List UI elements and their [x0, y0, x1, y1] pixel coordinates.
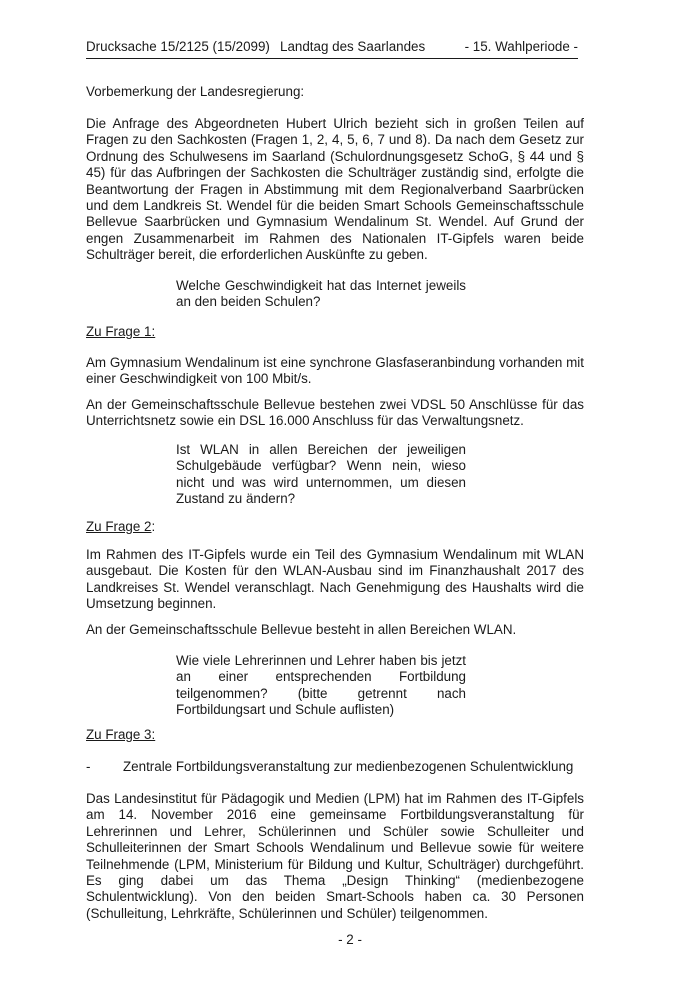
question-1: Welche Geschwindigkeit hat das Internet jeweils an den beiden Schulen?	[176, 278, 466, 310]
page-header	[86, 38, 578, 59]
answer-label-3	[86, 727, 584, 743]
header-landtag: Landtag des Saarlandes	[280, 39, 426, 54]
bullet-text: Zentrale Fortbildungsveranstaltung zur medienbezogenen Schulentwicklung	[123, 759, 574, 774]
answer-label-2-text: Zu Frage 2	[86, 519, 152, 534]
header-drucksache: Drucksache 15/2125 (15/2099)	[86, 39, 270, 54]
intro-paragraph: Die Anfrage des Abgeordneten Hubert Ulrich bezieht sich in großen Teilen auf Fragen zu den Sachkosten (Fragen 1, 2, 4, 5, 6, 7 und 8). Da nach dem Gesetz zur Ordnung des Schulwesens im Saarland (Schulordnungsgesetz SchoG, § 44 und § 45) für das Aufbringen der Sachkosten die Schulträger zuständig sind, erfolgte die Beantwortung der Fragen in Abstimmung mit dem Regionalverband Saarbrücken und dem Landkreis St. Wendel für die beiden Smart Schools Gemeinschaftsschule Bellevue Saarbrücken und Gymnasium Wendalinum St. Wendel. Auf Grund der engen Zusammenarbeit im Rahmen des Nationalen IT-Gipfels waren beide Schulträger bereit, die erforderlichen Auskünfte zu geben.	[86, 116, 584, 263]
answer-2-paragraph-2: An der Gemeinschaftsschule Bellevue besteht in allen Bereichen WLAN.	[86, 622, 517, 637]
bullet-dash: -	[86, 759, 91, 774]
question-3: Wie viele Lehrerinnen und Lehrer haben bis jetzt an einer entsprechenden Fortbildung teilgenommen? (bitte getrennt nach Fortbildungsart und Schule auflisten)	[176, 653, 466, 718]
intro-heading: Vorbemerkung der Landesregierung:	[86, 84, 305, 99]
answer-label-2	[86, 519, 584, 535]
page-number: - 2 -	[338, 932, 362, 947]
answer-label-1	[86, 324, 584, 340]
answer-3-paragraph-1: Das Landesinstitut für Pädagogik und Medien (LPM) hat im Rahmen des IT-Gipfels am 14. November 2016 eine gemeinsame Fortbildungsveranstaltung für Lehrerinnen und Lehrer, Schülerinnen und Schüler sowie Schulleiter und Schulleiterinnen der Smart Schools Wendalinum und Bellevue sowie für weitere Teilnehmende (LPM, Ministerium für Bildung und Kultur, Schulträger) durchgeführt. Es ging dabei um das Thema „Design Thinking“ (medienbezogene Schulentwicklung). Von den beiden Smart-Schools haben ca. 30 Personen (Schulleitung, Lehrkräfte, Schülerinnen und Schüler) teilgenommen.	[86, 791, 584, 921]
answer-2-paragraph-1: Im Rahmen des IT-Gipfels wurde ein Teil des Gymnasium Wendalinum mit WLAN ausgebaut. Die Kosten für den WLAN-Ausbau sind im Finanzhaushalt 2017 des Landkreises St. Wendel veranschlagt. Nach Genehmigung des Haushalts wird die Umsetzung beginnen.	[86, 547, 584, 612]
bullet-item	[86, 759, 584, 776]
answer-label-3-text: Zu Frage 3:	[86, 727, 156, 742]
question-2: Ist WLAN in allen Bereichen der jeweiligen Schulgebäude verfügbar? Wenn nein, wieso nicht und was wird unternommen, um diesen Zustand zu ändern?	[176, 442, 466, 507]
answer-1-paragraph-1: Am Gymnasium Wendalinum ist eine synchrone Glasfaseranbindung vorhanden mit einer Geschwindigkeit von 100 Mbit/s.	[86, 355, 584, 387]
answer-1-paragraph-2: An der Gemeinschaftsschule Bellevue bestehen zwei VDSL 50 Anschlüsse für das Unterrichtsnetz sowie ein DSL 16.000 Anschluss für das Verwaltungsnetz.	[86, 397, 584, 429]
answer-label-1-text: Zu Frage 1:	[86, 324, 156, 339]
header-wahlperiode: - 15. Wahlperiode -	[464, 39, 578, 54]
answer-label-2-colon: :	[151, 519, 156, 534]
